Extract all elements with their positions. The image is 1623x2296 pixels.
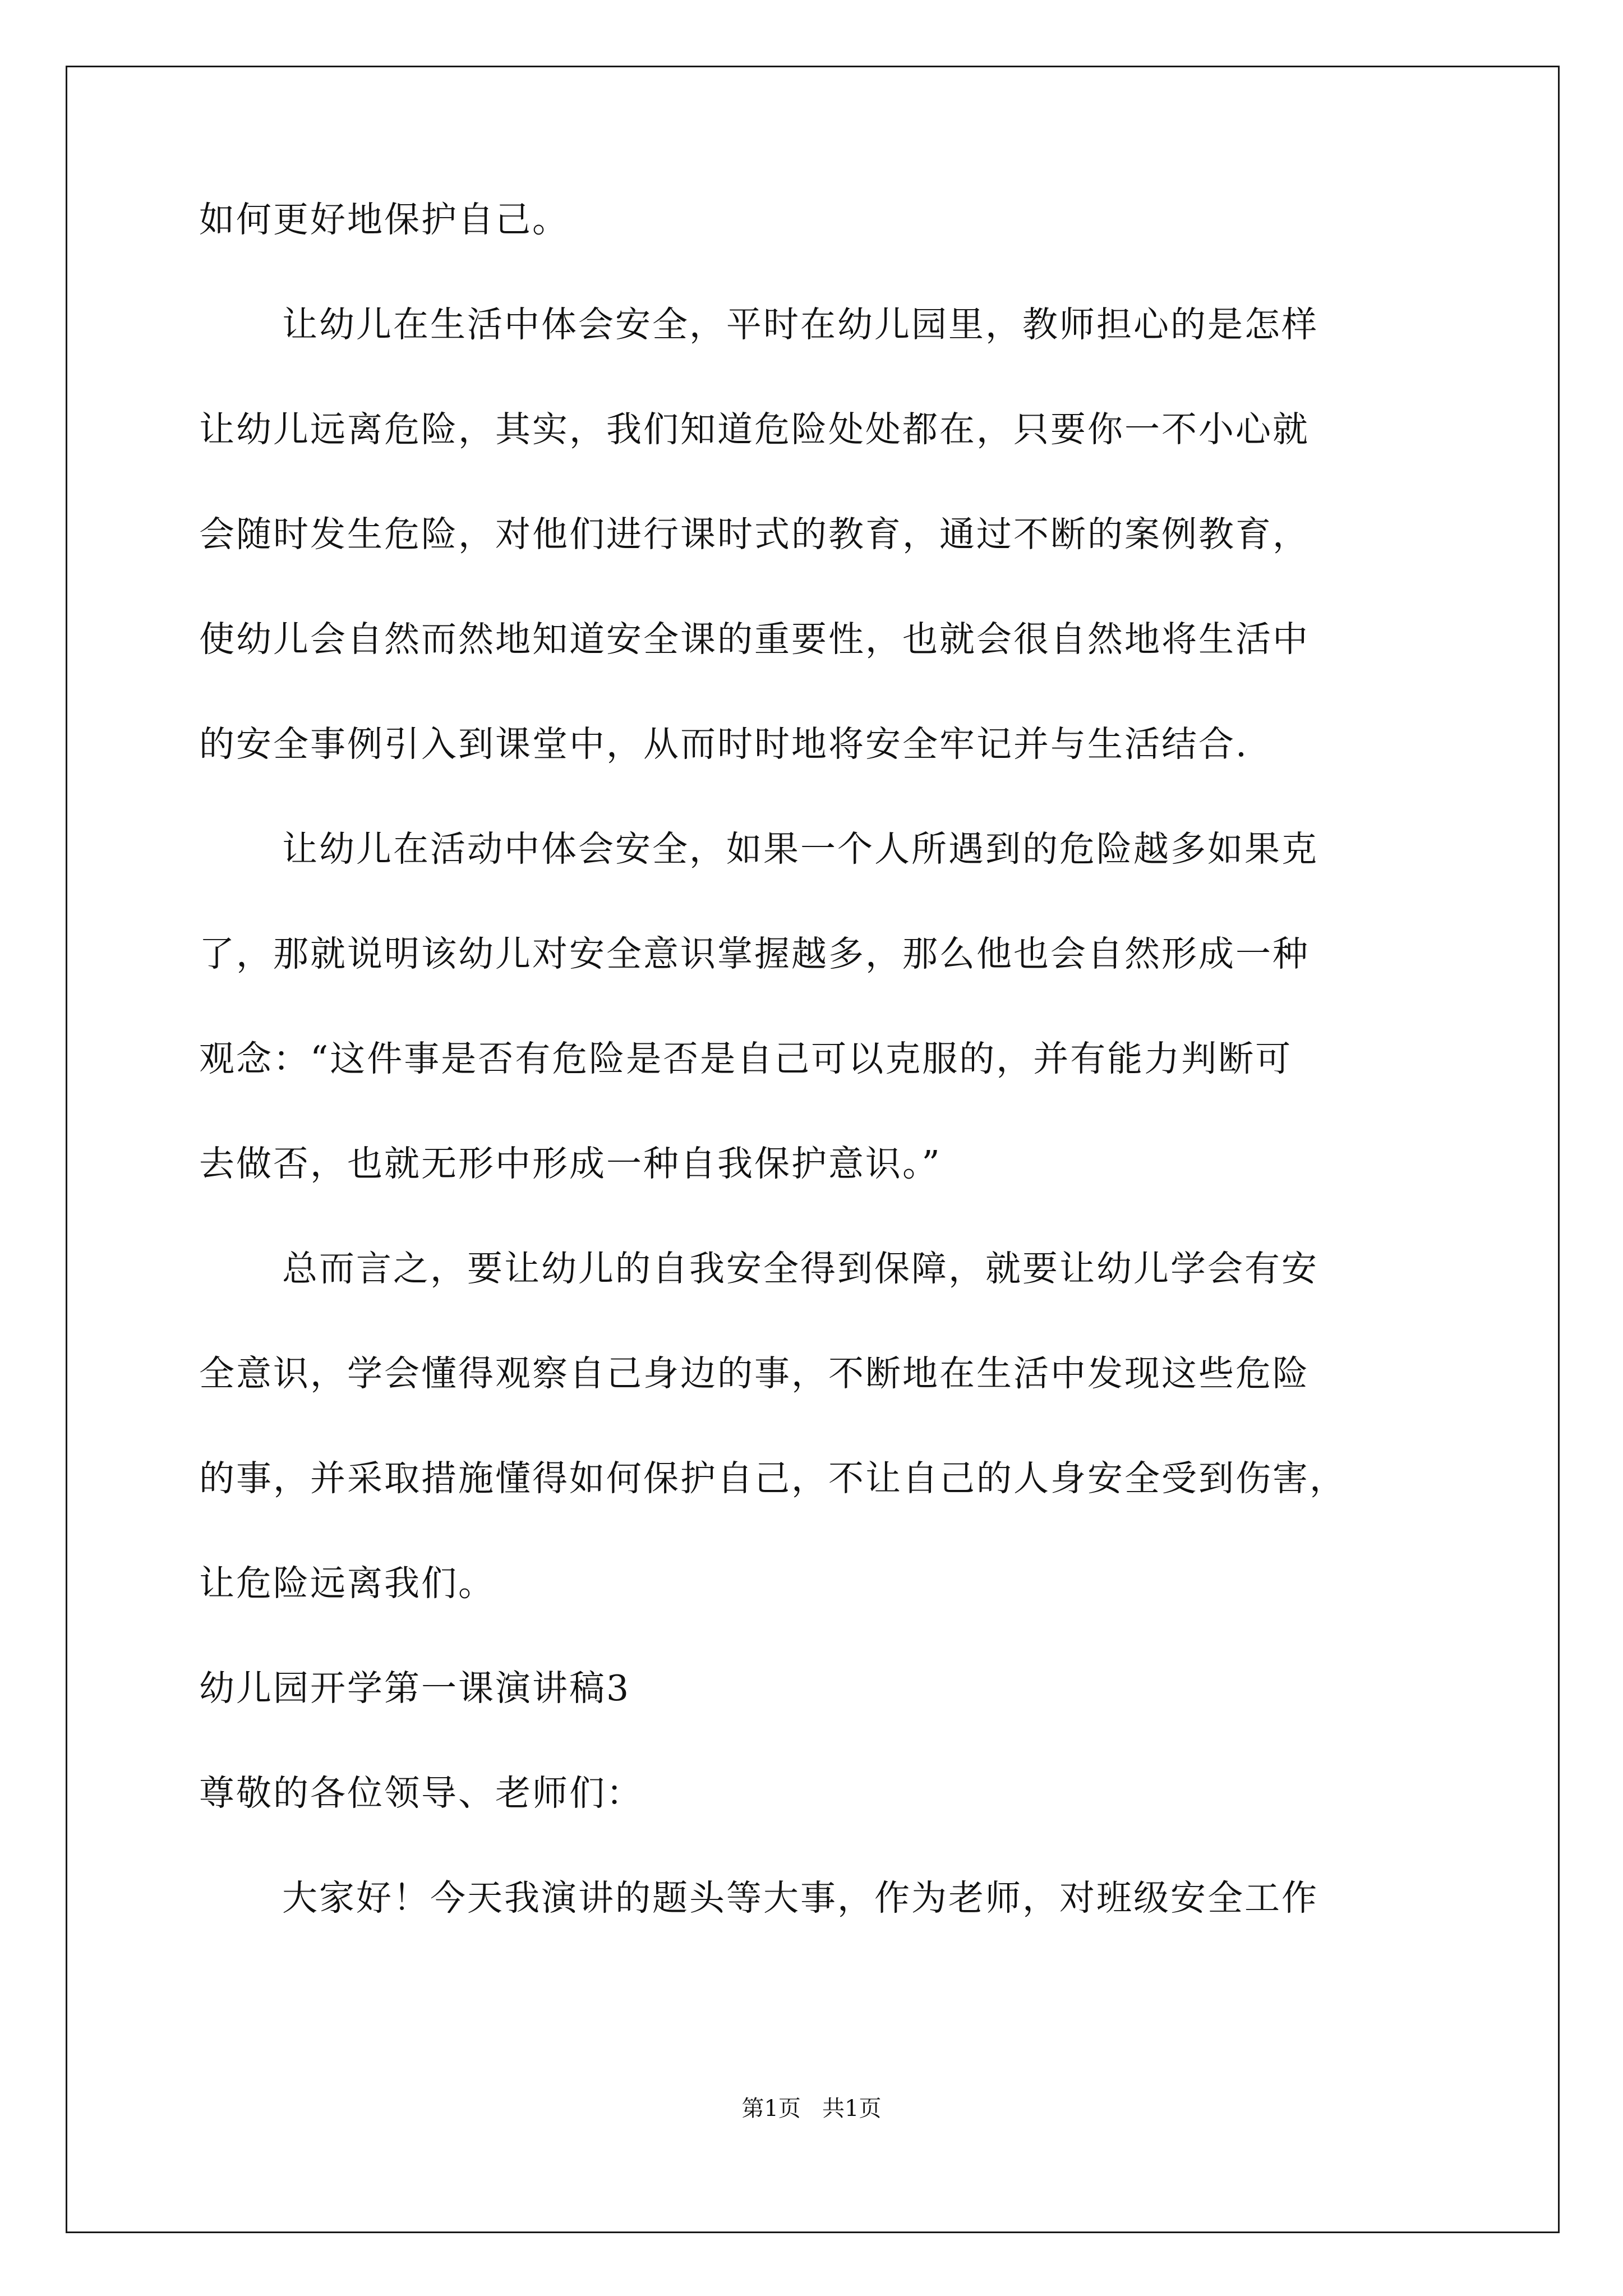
text-line: 大家好！今天我演讲的题头等大事，作为老师，对班级安全工作 (282, 1878, 1318, 1918)
text-line: 全意识，学会懂得观察自己身边的事，不断地在生活中发现这些危险 (199, 1353, 1310, 1394)
section-heading: 幼儿园开学第一课演讲稿3 (199, 1668, 631, 1709)
text-line: 让幼儿在生活中体会安全，平时在幼儿园里，教师担心的是怎样 (282, 304, 1318, 345)
document-body (199, 199, 1450, 1985)
text-line: 会随时发生危险，对他们进行课时式的教育，通过不断的案例教育， (199, 514, 1310, 555)
salutation: 尊敬的各位领导、老师们： (199, 1773, 643, 1814)
text-line: 的安全事例引入到课堂中，从而时时地将安全牢记并与生活结合. (199, 724, 1249, 765)
text-line: 的事，并采取措施懂得如何保护自己，不让自己的人身安全受到伤害， (199, 1458, 1347, 1499)
text-line: 如何更好地保护自己。 (199, 199, 569, 240)
text-line: 让幼儿在活动中体会安全，如果一个人所遇到的危险越多如果克 (282, 829, 1318, 869)
text-line: 让幼儿远离危险，其实，我们知道危险处处都在，只要你一不小心就 (199, 409, 1310, 450)
text-line: 使幼儿会自然而然地知道安全课的重要性，也就会很自然地将生活中 (199, 619, 1310, 660)
text-line: 让危险远离我们。 (199, 1563, 495, 1604)
page-footer: 第1页 共1页 (741, 2096, 882, 2122)
text-line: 总而言之，要让幼儿的自我安全得到保障，就要让幼儿学会有安 (282, 1248, 1318, 1289)
text-line: 去做否，也就无形中形成一种自我保护意识。” (199, 1143, 942, 1184)
text-line: 了，那就说明该幼儿对安全意识掌握越多，那么他也会自然形成一种 (199, 933, 1310, 974)
text-line: 观念：“这件事是否有危险是否是自己可以克服的，并有能力判断可 (199, 1038, 1293, 1079)
